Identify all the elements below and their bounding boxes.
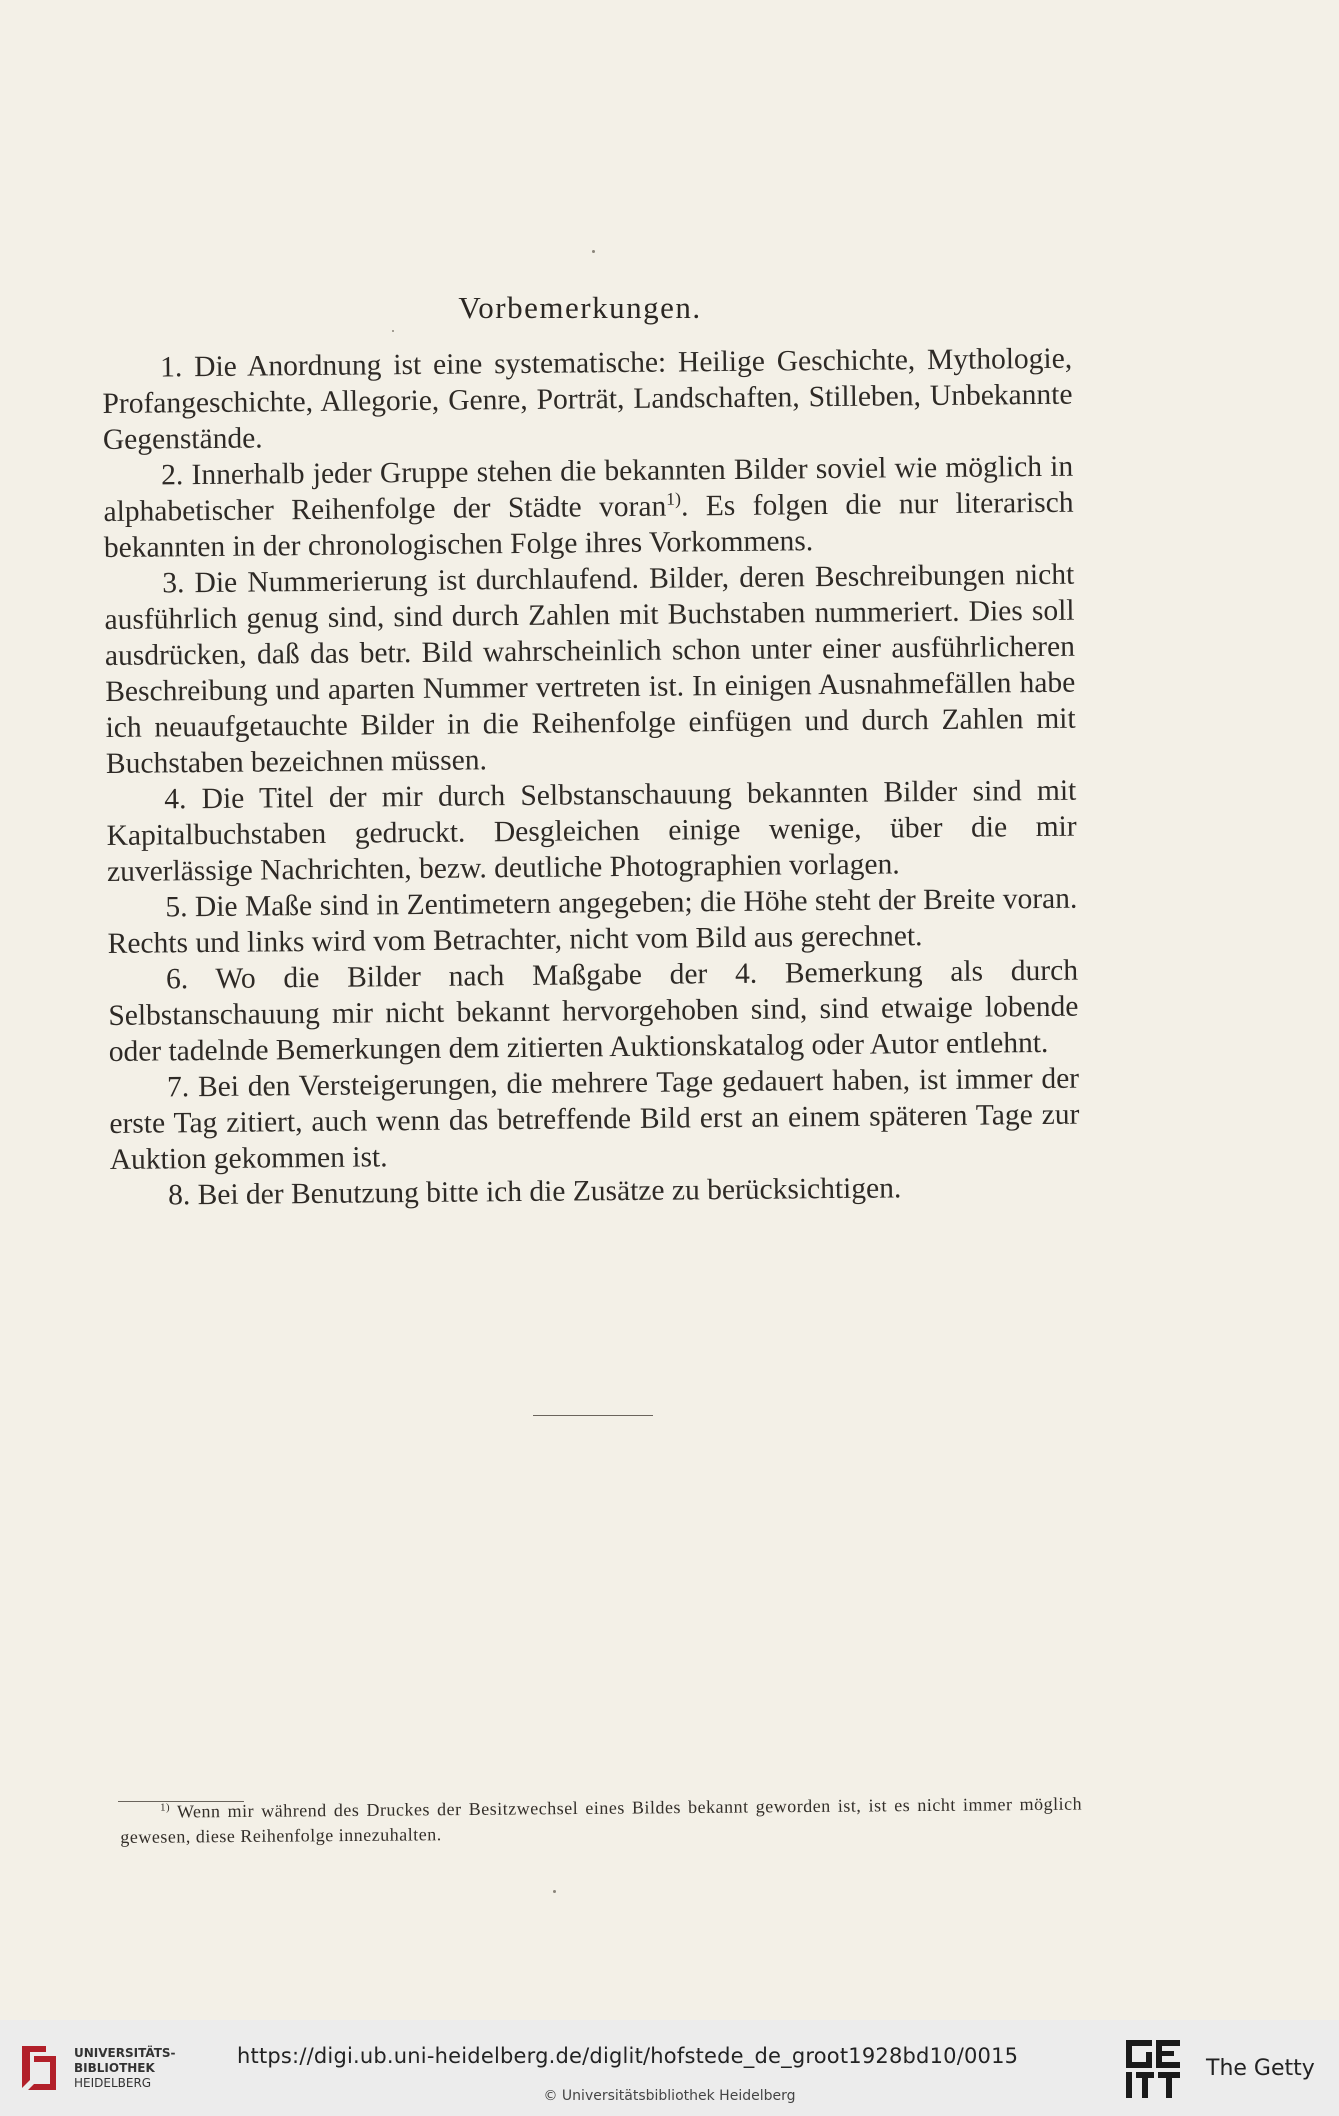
paragraph-2: [103, 449, 1074, 566]
paper-speck: [553, 1890, 556, 1893]
paper-speck: [592, 250, 595, 253]
footnote: [120, 1792, 1082, 1850]
library-name-line1: UNIVERSITÄTS-: [74, 2046, 176, 2060]
paragraph-6: 6. Wo die Bilder nach Maßgabe der 4. Bemerkung als durch Selbstanschauung mir nicht bekannt hervorgehoben sind, sind etwaige lobende oder tadelnde Bemerkungen dem zitierten Auktionskatalog oder Autor entlehnt.: [108, 954, 1079, 1068]
paragraph-2-text: 2. Innerhalb jeder Gruppe stehen die bekannten Bilder soviel wie möglich in alphabetischer Reihenfolge der Städte voran: [103, 450, 1074, 528]
paragraph-5: 5. Die Maße sind in Zentimetern angegeben; die Höhe steht der Breite voran. Rechts und links wird vom Betrachter, nicht vom Bild aus gerechnet.: [107, 882, 1078, 960]
digitization-footer: [0, 2020, 1339, 2116]
getty-logo-icon[interactable]: [1124, 2038, 1184, 2100]
paragraph-8: 8. Bei der Benutzung bitte ich die Zusätze zu berücksichtigen.: [167, 1172, 902, 1212]
paper-speck: [392, 330, 394, 332]
library-name-line2: BIBLIOTHEK: [74, 2061, 155, 2075]
paragraph-4: 4. Die Titel der mir durch Selbstanschauung bekannten Bilder sind mit Kapitalbuchstaben gedruckt. Desgleichen einige wenige, über die mir zuverlässige Nachrichten, bezw. deutliche Photographien vorlagen.: [106, 774, 1077, 888]
library-name-line3: HEIDELBERG: [74, 2076, 152, 2090]
footnote-marker: 1): [666, 488, 682, 509]
footnote-text: Wenn mir während des Druckes der Besitzwechsel eines Bildes bekannt geworden ist, ist es nicht immer möglich gewesen, diese Reihenfolge innezuhalten.: [120, 1793, 1083, 1847]
section-divider: [533, 1415, 653, 1416]
paragraph-2-continuation: . Es folgen die nur literarisch bekannten in der chronologischen Folge ihres Vorkommens.: [103, 486, 1074, 564]
permalink-url[interactable]: https://digi.ub.uni-heidelberg.de/diglit/hofstede_de_groot1928bd10/0015: [237, 2044, 1019, 2068]
partner-name[interactable]: The Getty: [1206, 2056, 1315, 2081]
paragraph-3: 3. Die Nummerierung ist durchlaufend. Bilder, deren Beschreibungen nicht ausführlich genug sind, sind durch Zahlen mit Buchstaben nummeriert. Dies soll ausdrücken, daß das betr. Bild wahrscheinlich schon unter einer ausführlicheren Beschreibung und aparten Nummer vertreten ist. In einigen Ausnahmefällen habe ich neuaufgetauchte Bilder in die Reihenfolge einfügen und durch Zahlen mit Buchstaben bezeichnen müssen.: [104, 558, 1076, 780]
paragraph-7: 7. Bei den Versteigerungen, die mehrere Tage gedauert haben, ist immer der erste Tag zitiert, auch wenn das betreffende Bild erst an einem späteren Tage zur Auktion gekommen ist.: [109, 1062, 1080, 1176]
footnote-number: 1): [160, 1801, 171, 1814]
ub-heidelberg-logo-icon[interactable]: [14, 2042, 64, 2094]
paragraph-1: 1. Die Anordnung ist eine systematische: Heilige Geschichte, Mythologie, Profangeschichte, Allegorie, Genre, Porträt, Landschaften, Stilleben, Unbekannte Gegenstände.: [102, 342, 1073, 456]
copyright-notice: © Universitätsbibliothek Heidelberg: [543, 2088, 796, 2104]
preface-body: [102, 341, 1080, 1214]
page-title: Vorbemerkungen.: [458, 290, 702, 325]
library-name[interactable]: [74, 2046, 176, 2091]
